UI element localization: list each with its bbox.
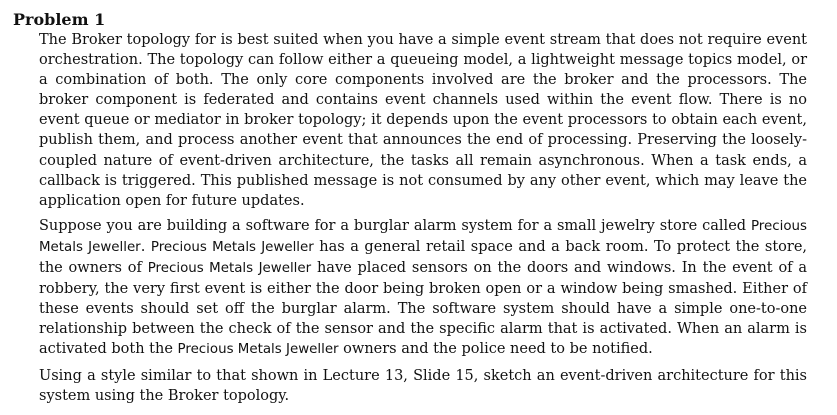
store-name: Precious Metals Jeweller — [177, 342, 339, 358]
scenario-text: owners and the police need to be notified. — [338, 341, 653, 358]
store-name: Precious Metals Jeweller — [147, 261, 312, 277]
scenario-text: Suppose you are building a software for a burglar alarm system for a small jewelry store called — [39, 217, 751, 234]
store-name: Precious Metals Jeweller — [150, 239, 314, 255]
store-name: Precious Metals Jeweller — [39, 218, 807, 255]
problem-body — [39, 30, 807, 406]
paragraph-broker-topology: The Broker topology for is best suited when you have a simple event stream that does not require event orchestration. The topology can follow either a queueing model, a lightweight message topics model, or a combination of both. The only core components involved are the broker and the processors. The broker component is federated and contains event channels used within the event flow. There is no event queue or mediator in broker topology; it depends upon the event processors to obtain each event, publish them, and process another event that announces the end of processing. Preserving the loosely-coupled nature of event-driven architecture, the tasks all remain asynchronous. When a task ends, a callback is triggered. This published message is not consumed by any other event, which may leave the application open for future updates. — [39, 32, 807, 209]
scenario-text: have placed sensors on the doors and windows. In the event of a robbery, the very first event is either the door being broken open or a window being smashed. Either of these events should set off the burglar alarm. The software system should have a simple one-to-one relationship between the check of the sensor and the specific alarm that is activated. When an alarm is activated both the — [39, 260, 807, 358]
paragraph-scenario — [39, 216, 807, 361]
scenario-text: has a general retail space and a back room. To protect the store, the owners of — [39, 238, 808, 277]
problem-title: Problem 1 — [13, 10, 106, 29]
paragraph-task: Using a style similar to that shown in Lecture 13, Slide 15, sketch an event-driven architecture for this system using the Broker topology. — [39, 367, 807, 404]
scenario-text: . — [140, 238, 151, 255]
